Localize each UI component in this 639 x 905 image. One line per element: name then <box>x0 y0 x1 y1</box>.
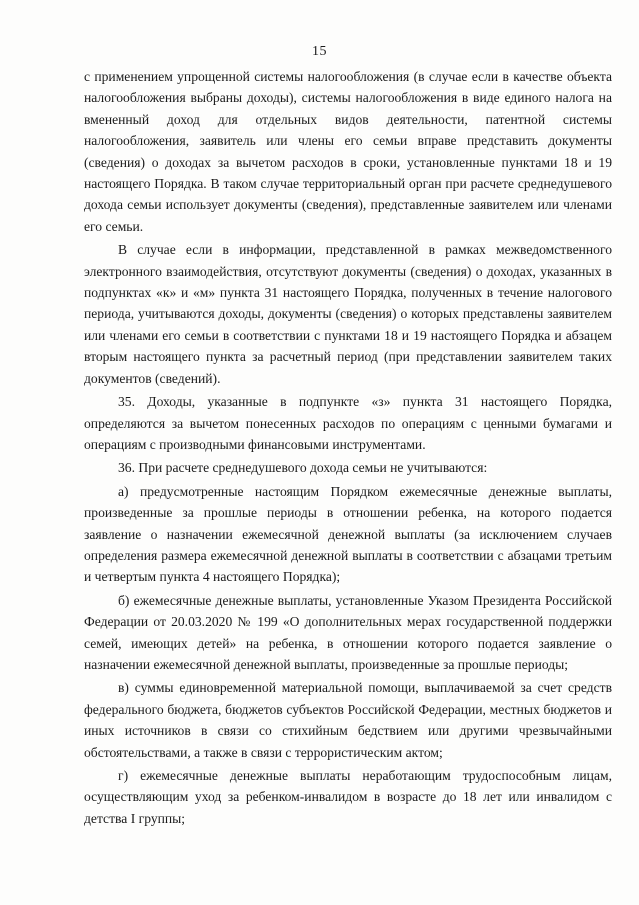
paragraph-item-35: 35. Доходы, указанные в подпункте «з» пункта 31 настоящего Порядка, определяются за вычетом понесенных расходов по операциям с ценными бумагами и операциям с производными финансовыми инструментами. <box>84 394 612 452</box>
paragraph-subitem-v: в) суммы единовременной материальной помощи, выплачиваемой за счет средств федерального бюджета, бюджетов субъектов Российской Федерации, местных бюджетов и иных источников в связи со стихийным бедствием или другими чрезвычайными обстоятельствами, а также в связи с террористическим актом; <box>84 680 612 760</box>
paragraph-interdepartmental: В случае если в информации, представленной в рамках межведомственного электронного взаимодействия, отсутствуют документы (сведения) о доходах, указанных в подпунктах «к» и «м» пункта 31 настоящего Порядка, полученных в течение налогового периода, учитываются доходы, документы (сведения) о которых представлены заявителем или членами его семьи в соответствии с пунктами 18 и 19 настоящего Порядка и абзацем вторым настоящего пункта за расчетный период (при представлении заявителем таких документов (сведений). <box>84 242 612 386</box>
paragraph-subitem-a: а) предусмотренные настоящим Порядком ежемесячные денежные выплаты, произведенные за прошлые периоды в отношении ребенка, на которого подается заявление о назначении ежемесячной денежной выплаты (за исключением случаев определения размера ежемесячной денежной выплаты в соответствии с абзацами третьим и четвертым пункта 4 настоящего Порядка); <box>84 483 612 585</box>
paragraph-continuation: с применением упрощенной системы налогообложения (в случае если в качестве объекта налогообложения выбраны доходы), системы налогообложения в виде единого налога на вмененный доход для отдельных видов деятельности, патентной системы налогообложения, заявитель или члены его семьи вправе представить документы (сведения) о доходах за вычетом расходов в сроки, установленные пунктами 18 и 19 настоящего Порядка. В таком случае территориальный орган при расчете среднедушевого дохода семьи использует документы (сведения), представленные заявителем или членами его семьи. <box>84 69 612 234</box>
paragraph-subitem-b: б) ежемесячные денежные выплаты, установленные Указом Президента Российской Федерации от 20.03.2020 № 199 «О дополнительных мерах государственной поддержки семей, имеющих детей» на ребенка, в отношении которого подается заявление о назначении ежемесячной денежной выплаты, произведенные за прошлые периоды; <box>84 592 612 672</box>
paragraph-subitem-g: г) ежемесячные денежные выплаты неработающим трудоспособным лицам, осуществляющим уход за ребенком-инвалидом в возрасте до 18 лет или инвалидом с детства I группы; <box>84 768 612 826</box>
document-body <box>84 66 612 831</box>
paragraph-item-36: 36. При расчете среднедушевого дохода семьи не учитываются: <box>118 460 488 476</box>
page-number: 15 <box>312 44 327 59</box>
